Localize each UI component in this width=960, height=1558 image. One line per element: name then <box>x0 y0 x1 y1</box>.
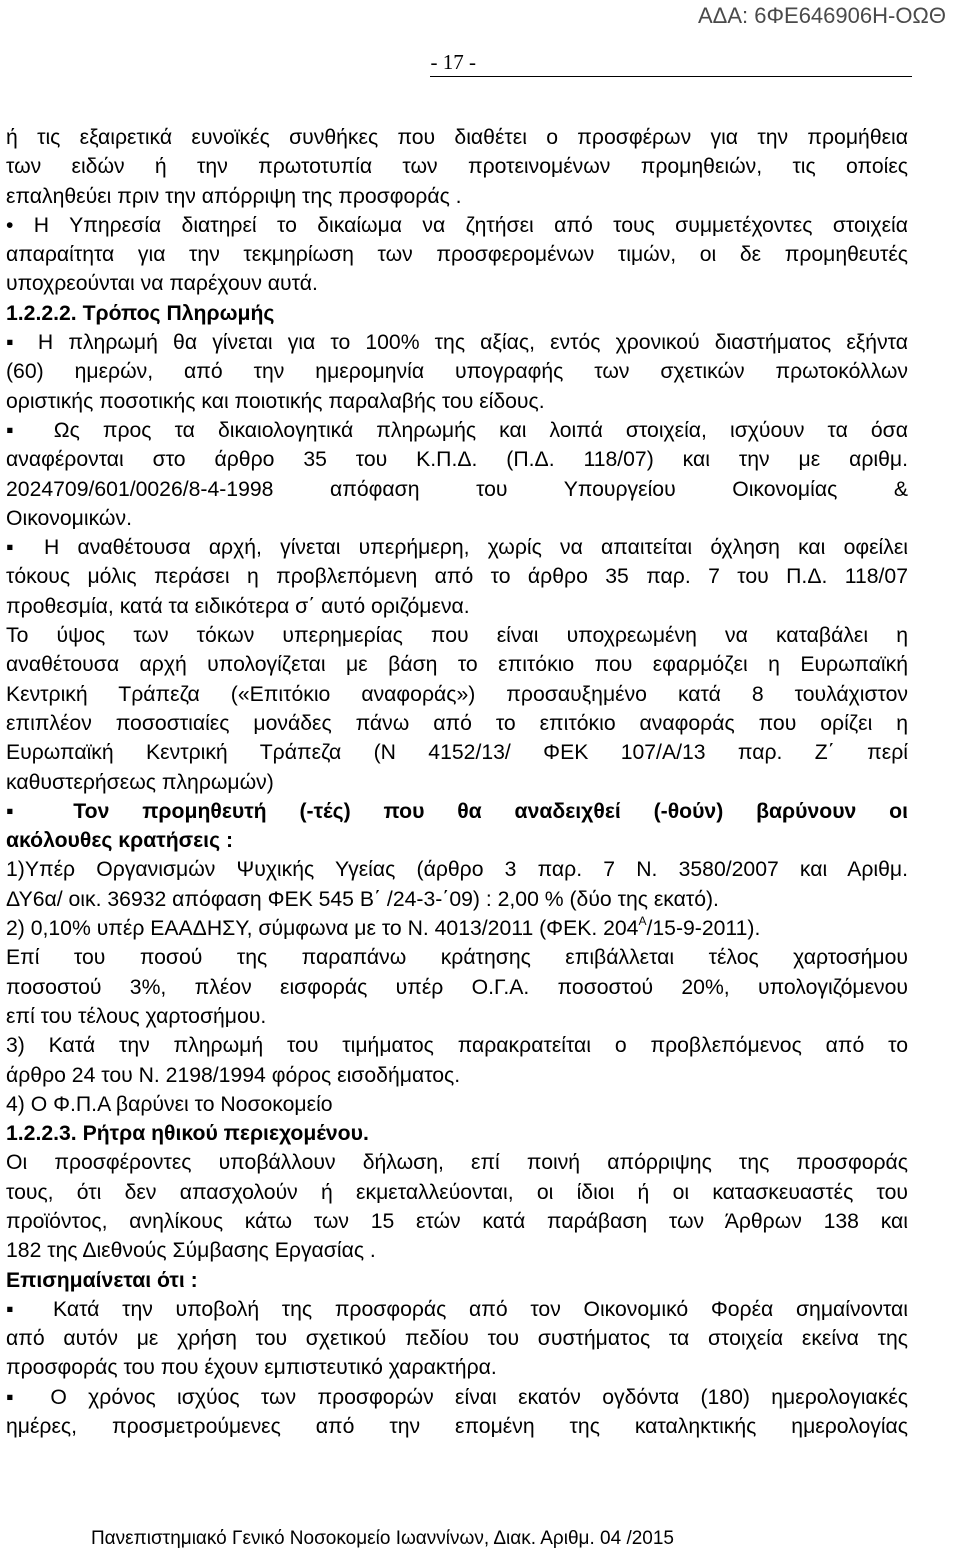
bullet-line: ▪ Ως προς τα δικαιολογητικά πληρωμής και λοιπά στοιχεία, ισχύουν τα όσα <box>6 418 908 442</box>
page-number: - 17 - <box>430 50 476 74</box>
ada-code: ΑΔΑ: 6ΦΕ646906Η-ΟΩΘ <box>697 3 946 28</box>
bullet-line: ▪ Κατά την υποβολή της προσφοράς από τον Οικονομικό Φορέα σημαίνονται <box>6 1297 908 1321</box>
section-heading: 1.2.2.2. Τρόπος Πληρωμής <box>6 301 275 325</box>
text-line: τους, ότι δεν απασχολούν ή εκμεταλλεύονται, οι ίδιοι ή οι κατασκευαστές του <box>6 1180 908 1204</box>
text-line: άρθρο 24 του Ν. 2198/1994 φόρος εισοδήματος. <box>6 1063 461 1087</box>
text-line: Οικονομικών. <box>6 506 132 530</box>
text-line: ΔΥ6α/ οικ. 36932 απόφαση ΦΕΚ 545 Β΄ /24-3-΄09) : 2,00 % (δύο της εκατό). <box>6 887 719 911</box>
text-line: υποχρεούνται να παρέχουν αυτά. <box>6 272 318 296</box>
text-line: προϊόντος, ανηλίκους κάτω των 15 ετών κατά παράβαση των Άρθρων 138 και <box>6 1209 908 1233</box>
text-line: αναθέτουσα αρχή υπολογίζεται με βάση το επιτόκιο που εφαρμόζει η Ευρωπαϊκή <box>6 653 908 677</box>
text-line: επιπλέον ποσοστιαίες μονάδες πάνω από το επιτόκιο αναφοράς που ορίζει η <box>6 711 908 735</box>
header-rule <box>430 76 912 77</box>
text-line <box>6 914 908 943</box>
bullet-line: ▪ Η αναθέτουσα αρχή, γίνεται υπερήμερη, χωρίς να απαιτείται όχληση και οφείλει <box>6 536 908 560</box>
text-line: Το ύψος των τόκων υπερημερίας που είναι υποχρεωμένη να καταβάλει η <box>6 624 908 648</box>
text-line: προσφοράς του που έχουν εμπιστευτικό χαρακτήρα. <box>6 1356 497 1380</box>
text-line: επί του τέλους χαρτοσήμου. <box>6 1004 267 1028</box>
section-heading: 1.2.2.3. Ρήτρα ηθικού περιεχομένου. <box>6 1122 369 1146</box>
text-line: ή τις εξαιρετικά ευνοϊκές συνθήκες που διαθέτει ο προσφέρων για την προμήθεια <box>6 126 908 149</box>
bold-line: Επισημαίνεται ότι : <box>6 1268 198 1292</box>
text-line: οριστικής ποσοτικής και ποιοτικής παραλαβής του είδους. <box>6 389 545 413</box>
bullet-line: • Η Υπηρεσία διατηρεί το δικαίωμα να ζητήσει από τους συμμετέχοντες στοιχεία <box>6 213 908 237</box>
text-line: Κεντρική Τράπεζα («Επιτόκιο αναφοράς») προσαυξημένο κατά 8 τουλάχιστον <box>6 682 908 706</box>
text-line: απαραίτητα για την τεκμηρίωση των προσφερομένων τιμών, οι δε προμηθευτές <box>6 243 908 267</box>
text-line: 2024709/601/0026/8-4-1998 απόφαση του Υπουργείου Οικονομίας & <box>6 477 908 501</box>
text-line: των ειδών ή την πρωτοτυπία των προτεινομένων προμηθειών, τις οποίες <box>6 155 908 179</box>
text-line: ποσοστού 3%, πλέον εισφοράς υπέρ Ο.Γ.Α. ποσοστού 20%, υπολογιζόμενου <box>6 975 908 999</box>
text-line: από αυτόν με χρήση του σχετικού πεδίου του συστήματος τα στοιχεία εκείνα της <box>6 1327 908 1351</box>
text-line: Επί του ποσού της παραπάνω κράτησης επιβάλλεται τέλος χαρτοσήμου <box>6 946 908 970</box>
text-fragment: /15-9-2011). <box>646 917 761 941</box>
text-line: επαληθεύει πριν την απόρριψη της προσφοράς . <box>6 184 462 208</box>
superscript: Α <box>638 914 647 929</box>
footer-text: Πανεπιστημιακό Γενικό Νοσοκομείο Ιωαννίνων, Διακ. Αριθμ. 04 /2015 <box>90 1528 674 1549</box>
text-line: Ευρωπαϊκή Κεντρική Τράπεζα (Ν 4152/13/ ΦΕΚ 107/Α/13 παρ. Ζ΄ περί <box>6 741 908 765</box>
bold-bullet-line: ▪ Τον προμηθευτή (-τές) που θα αναδειχθεί (-θούν) βαρύνουν οι <box>6 799 908 823</box>
bullet-line: ▪ Η πληρωμή θα γίνεται για το 100% της αξίας, εντός χρονικού διαστήματος εξήντα <box>6 331 908 355</box>
text-fragment: 2) 0,10% υπέρ ΕΑΑΔΗΣΥ, σύμφωνα με το Ν. 4013/2011 (ΦΕΚ. 204 <box>6 917 639 941</box>
text-line: τόκους μόλις περάσει η προβλεπόμενη από το άρθρο 35 παρ. 7 του Π.Δ. 118/07 <box>6 565 908 589</box>
bold-line: ακόλουθες κρατήσεις : <box>6 829 234 853</box>
text-line: καθυστερήσεως πληρωμών) <box>6 770 274 794</box>
text-line: Οι προσφέροντες υποβάλλουν δήλωση, επί ποινή απόρριψης της προσφοράς <box>6 1151 908 1175</box>
text-line: προθεσμία, κατά τα ειδικότερα σ΄ αυτό οριζόμενα. <box>6 594 470 618</box>
text-line: 3) Κατά την πληρωμή του τιμήματος παρακρατείται ο προβλεπόμενος από το <box>6 1034 908 1058</box>
text-line: 182 της Διεθνούς Σύμβασης Εργασίας . <box>6 1239 376 1263</box>
text-line: 1)Υπέρ Οργανισμών Ψυχικής Υγείας (άρθρο 3 παρ. 7 Ν. 3580/2007 και Αριθμ. <box>6 858 908 882</box>
bullet-line: ▪ Ο χρόνος ισχύος των προσφορών είναι εκατόν ογδόντα (180) ημερολογιακές <box>6 1385 908 1409</box>
text-line: (60) ημερών, από την ημερομηνία υπογραφής των σχετικών πρωτοκόλλων <box>6 360 908 384</box>
text-line: αναφέρονται στο άρθρο 35 του Κ.Π.Δ. (Π.Δ. 118/07) και την με αριθμ. <box>6 448 908 472</box>
text-line: ημέρες, προσμετρούμενες από την επομένη της καταληκτικής ημερολογίας <box>6 1415 908 1439</box>
text-line: 4) Ο Φ.Π.Α βαρύνει το Νοσοκομείο <box>6 1092 333 1116</box>
document-body <box>6 123 908 1441</box>
